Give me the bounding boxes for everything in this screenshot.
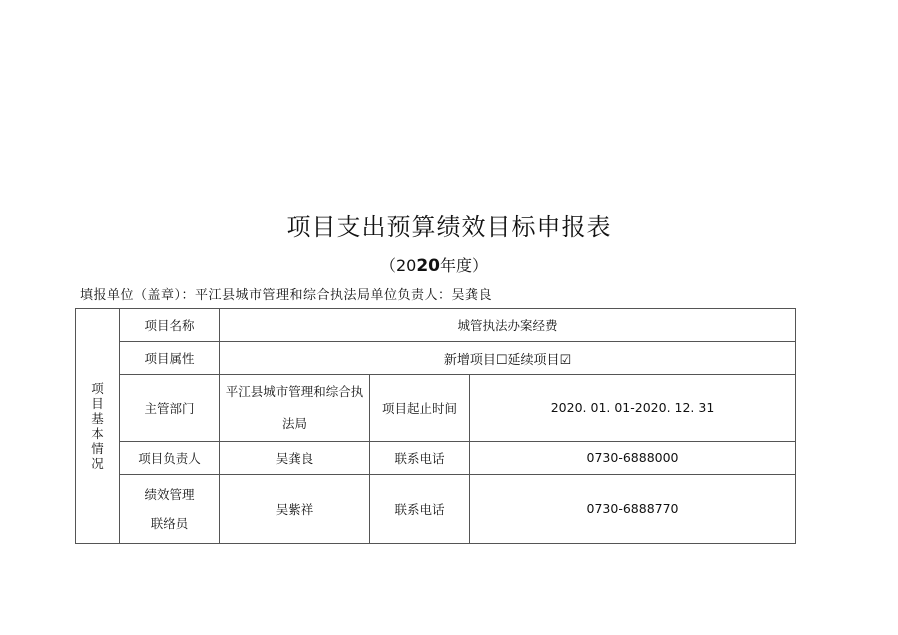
perf-contact-label-1: 绩效管理 xyxy=(144,486,195,502)
table-row xyxy=(76,342,796,375)
table-row xyxy=(76,309,796,342)
table-row xyxy=(76,441,796,474)
period-label: 项目起止时间 xyxy=(370,375,470,441)
section-label-cell xyxy=(76,309,120,544)
phone-value-1: 0730-6888000 xyxy=(470,441,796,474)
perf-contact-value: 吴紫祥 xyxy=(220,474,370,543)
table-row xyxy=(76,375,796,441)
project-name-value: 城管执法办案经费 xyxy=(220,309,796,342)
dept-value: 平江县城市管理和综合执法局 xyxy=(220,375,370,441)
leader-value: 吴龚良 xyxy=(220,441,370,474)
year-line xyxy=(0,253,868,276)
year-bold: 20 xyxy=(416,256,441,276)
phone-label-1: 联系电话 xyxy=(370,441,470,474)
leader-label: 项目负责人 xyxy=(120,441,220,474)
project-name-label: 项目名称 xyxy=(120,309,220,342)
year-open: （20 xyxy=(379,256,417,275)
project-attr-value: 新增项目☐延续项目☑ xyxy=(220,342,796,375)
section-label: 项目基本情况 xyxy=(91,381,104,471)
project-attr-label: 项目属性 xyxy=(120,342,220,375)
table-row xyxy=(76,474,796,543)
perf-contact-label-2: 联络员 xyxy=(150,515,189,531)
phone-label-2: 联系电话 xyxy=(370,474,470,543)
form-title: 项目支出预算绩效目标申报表 xyxy=(286,213,612,241)
filler-line: 填报单位（盖章）：平江县城市管理和综合执法局单位负责人：吴龚良 xyxy=(80,288,493,303)
phone-value-2: 0730-6888770 xyxy=(470,474,796,543)
project-info-table xyxy=(75,308,796,544)
dept-label: 主管部门 xyxy=(120,375,220,441)
perf-contact-label-cell xyxy=(120,474,220,543)
period-value: 2020. 01. 01-2020. 12. 31 xyxy=(470,375,796,441)
year-close: 年度） xyxy=(440,256,489,275)
